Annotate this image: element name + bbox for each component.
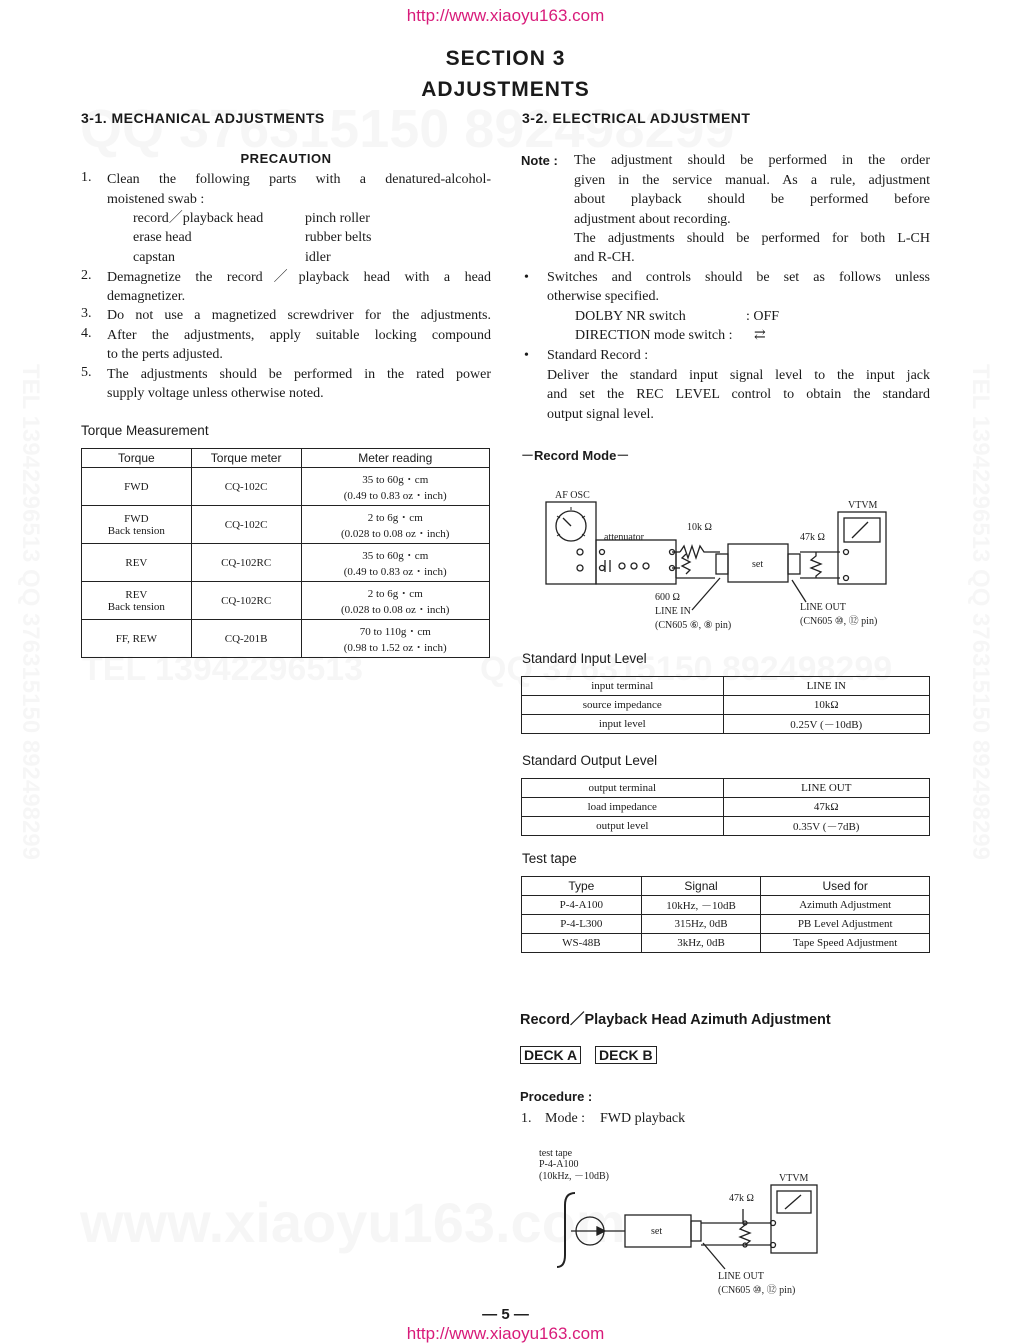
set-label: set bbox=[651, 1226, 663, 1237]
part-erase-head: erase head bbox=[133, 230, 192, 245]
standard-line1: Deliver the standard input signal level to the input jack bbox=[547, 368, 930, 383]
standard-record-heading: Standard Record : bbox=[547, 348, 649, 363]
input-level-value: 0.25V (－10dB) bbox=[723, 715, 929, 734]
switches-line2: otherwise specified. bbox=[547, 289, 659, 304]
table-row bbox=[82, 468, 490, 506]
torque-title: Torque Measurement bbox=[81, 423, 209, 438]
r47k-resistor bbox=[811, 552, 821, 578]
meter-cell: CQ-102C bbox=[191, 506, 301, 544]
tape-use-cell: PB Level Adjustment bbox=[761, 915, 930, 934]
switches-line1: Switches and controls should be set as follows unless bbox=[547, 270, 930, 285]
table-row bbox=[82, 506, 490, 544]
standard-line3: output signal level. bbox=[547, 407, 654, 422]
item2-line1: Demagnetize the record／playback head with a head bbox=[107, 270, 491, 285]
record-mode-heading: －Record Mode－ bbox=[521, 448, 630, 463]
reading-cell-imperial: (0.49 to 0.83 oz・inch) bbox=[343, 565, 447, 578]
torque-cell: FWD bbox=[124, 480, 149, 493]
torque-cell: REV bbox=[125, 556, 148, 569]
torque-cell: FF, REW bbox=[115, 632, 158, 645]
input-level-label: input level bbox=[522, 715, 724, 734]
tape-path bbox=[557, 1193, 575, 1267]
item1-line1: Clean the following parts with a denatured-alcohol- bbox=[107, 172, 491, 187]
part-rubber-belts: rubber belts bbox=[305, 230, 372, 245]
part-record-playback-head: record／playback head bbox=[133, 211, 264, 226]
line-out-label: LINE OUT bbox=[800, 602, 846, 613]
torque-cell: FWD bbox=[124, 512, 149, 525]
source-impedance-label: source impedance bbox=[522, 696, 724, 715]
procedure-heading: Procedure : bbox=[520, 1089, 593, 1104]
tape-signal-cell: 315Hz, 0dB bbox=[641, 915, 761, 934]
set-label: set bbox=[752, 559, 764, 570]
table-row bbox=[82, 544, 490, 582]
table-row bbox=[522, 817, 930, 836]
table-row bbox=[522, 896, 930, 915]
dolby-label: DOLBY NR switch bbox=[575, 309, 686, 324]
table-row bbox=[522, 798, 930, 817]
meter-cell: CQ-102C bbox=[191, 468, 301, 506]
input-terminal-value: LINE IN bbox=[723, 677, 929, 696]
part-capstan: capstan bbox=[133, 250, 175, 265]
test-tape-title: Test tape bbox=[522, 851, 577, 866]
record-mode-diagram bbox=[530, 480, 910, 640]
note-line5: The adjustments should be performed for both L-CH bbox=[574, 231, 930, 246]
std-output-title: Standard Output Level bbox=[522, 753, 658, 768]
std-input-title: Standard Input Level bbox=[522, 651, 647, 666]
reading-cell-imperial: (0.028 to 0.08 oz・inch) bbox=[341, 603, 450, 616]
item1-line2: moistened swab : bbox=[107, 192, 205, 207]
tape-use-cell: Azimuth Adjustment bbox=[761, 896, 930, 915]
torque-cell: REV bbox=[125, 588, 148, 601]
af-osc-box bbox=[546, 502, 596, 584]
footer-url[interactable]: http://www.xiaoyu163.com bbox=[406, 1324, 605, 1343]
item5-line1: The adjustments should be performed in the rated power bbox=[107, 367, 491, 382]
table-row bbox=[82, 582, 490, 620]
output-level-label: output level bbox=[522, 817, 724, 836]
load-impedance-value: 47kΩ bbox=[723, 798, 929, 817]
step1-mode-value: FWD playback bbox=[600, 1111, 686, 1126]
r10k-label: 10k Ω bbox=[687, 522, 712, 533]
table-row bbox=[522, 779, 930, 798]
attenuator-label: attenuator bbox=[604, 532, 644, 543]
vtvm-label: VTVM bbox=[779, 1173, 809, 1184]
reading-cell: 35 to 60g・cm bbox=[362, 473, 429, 486]
line-in-label: LINE IN bbox=[655, 606, 691, 617]
item5-line2: supply voltage unless otherwise noted. bbox=[107, 386, 324, 401]
test-tape-signal: (10kHz, －10dB) bbox=[539, 1171, 609, 1182]
table-row bbox=[522, 934, 930, 953]
vtvm-label: VTVM bbox=[848, 500, 878, 511]
line-in-pins: (CN605 ⑥, ⑧ pin) bbox=[655, 620, 732, 631]
r600-label: 600 Ω bbox=[655, 592, 680, 603]
note-line3: about playback should be performed before bbox=[574, 192, 930, 207]
deck-a-badge: DECK A bbox=[520, 1046, 581, 1064]
attenuator-box bbox=[596, 540, 676, 584]
watermark-side-left bbox=[16, 364, 44, 964]
section-title: SECTION 3 bbox=[445, 47, 566, 70]
direction-icon: ⇄ bbox=[754, 328, 766, 343]
tape-type-cell: WS-48B bbox=[522, 934, 642, 953]
table-row bbox=[522, 677, 930, 696]
test-tape-header-signal: Signal bbox=[641, 877, 761, 896]
standard-line2: and set the REC LEVEL control to obtain the standard bbox=[547, 387, 930, 402]
torque-cell-sub: Back tension bbox=[107, 524, 165, 537]
line-out-pins: (CN605 ⑩, ⑫ pin) bbox=[800, 616, 878, 627]
tape-signal-cell: 10kHz, －10dB bbox=[641, 896, 761, 915]
item1-number: 1. bbox=[81, 170, 92, 185]
tape-signal-cell: 3kHz, 0dB bbox=[641, 934, 761, 953]
step1-number: 1. bbox=[521, 1111, 532, 1126]
header-url[interactable]: http://www.xiaoyu163.com bbox=[406, 6, 605, 25]
torque-header-torque: Torque bbox=[82, 449, 192, 468]
std-output-table bbox=[521, 778, 930, 836]
direction-label: DIRECTION mode switch : bbox=[575, 328, 733, 343]
tape-type-cell: P-4-A100 bbox=[522, 896, 642, 915]
test-tape-type: P-4-A100 bbox=[539, 1159, 579, 1170]
bullet-standard: • bbox=[524, 348, 529, 363]
note-line1: The adjustment should be performed in the order bbox=[574, 153, 930, 168]
line-out-pins: (CN605 ⑩, ⑫ pin) bbox=[718, 1285, 796, 1296]
meter-cell: CQ-102RC bbox=[191, 582, 301, 620]
test-tape-header-used-for: Used for bbox=[761, 877, 930, 896]
tape-type-cell: P-4-L300 bbox=[522, 915, 642, 934]
torque-cell-sub: Back tension bbox=[107, 600, 165, 613]
item4-line2: to the perts adjusted. bbox=[107, 347, 223, 362]
reading-cell-imperial: (0.98 to 1.52 oz・inch) bbox=[343, 641, 447, 654]
test-tape-label: test tape bbox=[539, 1148, 573, 1159]
part-idler: idler bbox=[305, 250, 331, 265]
std-input-table bbox=[521, 676, 930, 734]
source-impedance-value: 10kΩ bbox=[723, 696, 929, 715]
r47k-label: 47k Ω bbox=[800, 532, 825, 543]
item3-number: 3. bbox=[81, 306, 92, 321]
r47k-resistor bbox=[740, 1223, 750, 1245]
step1-mode-label: Mode : bbox=[545, 1111, 586, 1126]
table-row bbox=[82, 620, 490, 658]
item2-number: 2. bbox=[81, 268, 92, 283]
item2-line2: demagnetizer. bbox=[107, 289, 186, 304]
torque-table bbox=[81, 448, 490, 658]
azimuth-diagram bbox=[535, 1145, 835, 1300]
line-out-label: LINE OUT bbox=[718, 1271, 764, 1282]
tape-use-cell: Tape Speed Adjustment bbox=[761, 934, 930, 953]
meter-cell: CQ-102RC bbox=[191, 544, 301, 582]
page-number: — 5 — bbox=[482, 1306, 529, 1323]
item4-number: 4. bbox=[81, 326, 92, 341]
reading-cell: 35 to 60g・cm bbox=[362, 549, 429, 562]
table-row bbox=[522, 715, 930, 734]
note-line6: and R-CH. bbox=[574, 250, 635, 265]
elec-heading: 3-2. ELECTRICAL ADJUSTMENT bbox=[522, 110, 751, 126]
reading-cell: 70 to 110g・cm bbox=[359, 625, 431, 638]
item5-number: 5. bbox=[81, 365, 92, 380]
af-osc-label: AF OSC bbox=[555, 490, 590, 501]
bullet-switches: • bbox=[524, 270, 529, 285]
note-label: Note : bbox=[521, 153, 558, 168]
precaution-heading: PRECAUTION bbox=[240, 151, 332, 166]
vtvm-box bbox=[838, 512, 886, 584]
table-row bbox=[522, 696, 930, 715]
note-line4: adjustment about recording. bbox=[574, 212, 731, 227]
part-pinch-roller: pinch roller bbox=[305, 211, 370, 226]
mech-heading: 3-1. MECHANICAL ADJUSTMENTS bbox=[81, 110, 325, 126]
note-line2: given in the service manual. As a rule, adjustment bbox=[574, 173, 930, 188]
meter-cell: CQ-201B bbox=[191, 620, 301, 658]
output-level-value: 0.35V (－7dB) bbox=[723, 817, 929, 836]
load-impedance-label: load impedance bbox=[522, 798, 724, 817]
dolby-value: : OFF bbox=[746, 309, 780, 324]
watermark-side-right bbox=[966, 364, 994, 964]
r47k-label: 47k Ω bbox=[729, 1193, 754, 1204]
test-tape-table bbox=[521, 876, 930, 953]
reading-cell-imperial: (0.49 to 0.83 oz・inch) bbox=[343, 489, 447, 502]
reading-cell: 2 to 6g・cm bbox=[367, 511, 423, 524]
item4-line1: After the adjustments, apply suitable locking compound bbox=[107, 328, 491, 343]
output-terminal-value: LINE OUT bbox=[723, 779, 929, 798]
torque-header-meter: Torque meter bbox=[191, 449, 301, 468]
section-subtitle: ADJUSTMENTS bbox=[421, 78, 590, 101]
output-terminal-label: output terminal bbox=[522, 779, 724, 798]
test-tape-header-type: Type bbox=[522, 877, 642, 896]
table-row bbox=[522, 915, 930, 934]
deck-b-badge: DECK B bbox=[595, 1046, 657, 1064]
item3-line1: Do not use a magnetized screwdriver for the adjustments. bbox=[107, 308, 491, 323]
input-terminal-label: input terminal bbox=[522, 677, 724, 696]
azimuth-title: Record／Playback Head Azimuth Adjustment bbox=[520, 1012, 831, 1028]
reading-cell-imperial: (0.028 to 0.08 oz・inch) bbox=[341, 527, 450, 540]
torque-header-reading: Meter reading bbox=[301, 449, 490, 468]
vtvm-box bbox=[771, 1185, 817, 1253]
reading-cell: 2 to 6g・cm bbox=[367, 587, 423, 600]
